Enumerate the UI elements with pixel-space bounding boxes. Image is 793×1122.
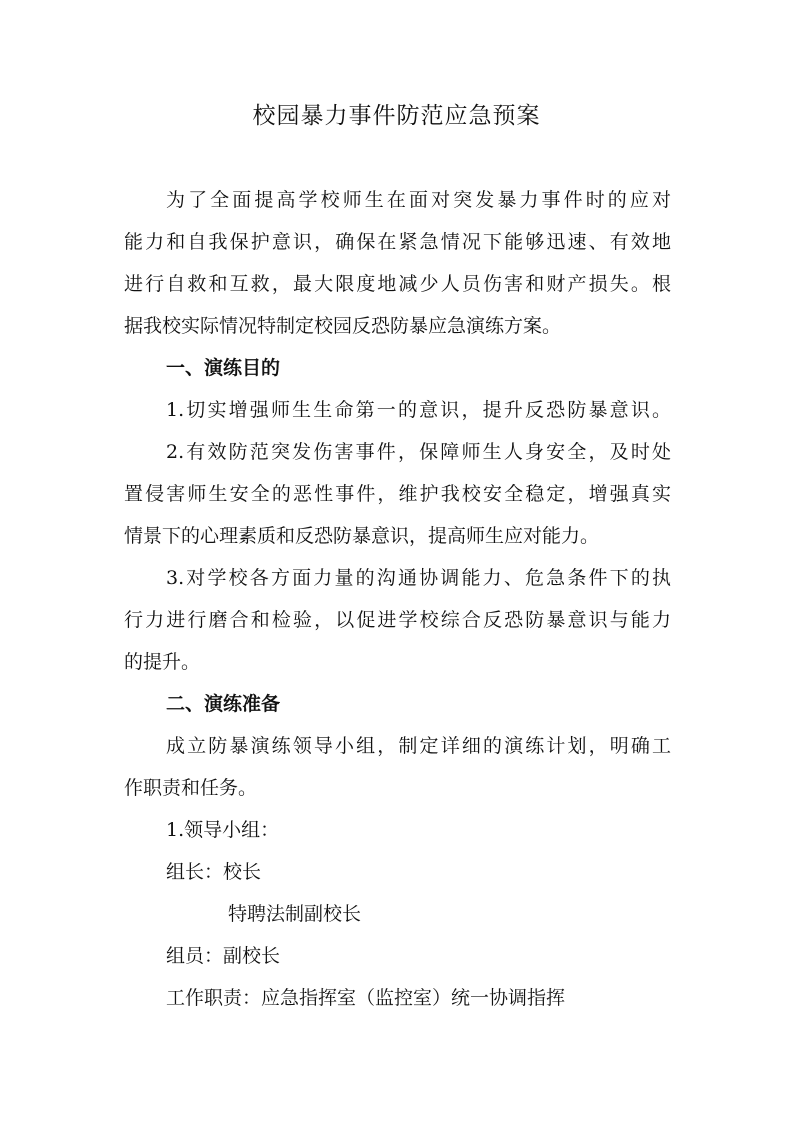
purpose-item-1: 1.切实增强师生生命第一的意识，提升反恐防暴意识。 xyxy=(166,399,671,421)
intro-line-4: 据我校实际情况特制定校园反恐防暴应急演练方案。 xyxy=(124,315,562,337)
duty-line: 工作职责：应急指挥室（监控室）统一协调指挥 xyxy=(166,987,566,1009)
document-title: 校园暴力事件防范应急预案 xyxy=(252,103,541,129)
purpose-item-3-line-2: 行力进行磨合和检验，以促进学校综合反恐防暴意识与能力 xyxy=(124,609,671,631)
purpose-item-3-line-1: 3.对学校各方面力量的沟通协调能力、危急条件下的执 xyxy=(166,567,671,589)
section-heading-preparation: 二、演练准备 xyxy=(166,693,281,715)
intro-line-1: 为了全面提高学校师生在面对突发暴力事件时的应对 xyxy=(166,189,671,211)
leader-group-heading: 1.领导小组： xyxy=(166,819,280,841)
deputy-leader-line: 特聘法制副校长 xyxy=(228,903,362,925)
purpose-item-2-line-1: 2.有效防范突发伤害事件，保障师生人身安全，及时处 xyxy=(166,441,671,463)
preparation-para-line-2: 作职责和任务。 xyxy=(124,777,258,799)
purpose-item-2-line-2: 置侵害师生安全的恶性事件，维护我校安全稳定，增强真实 xyxy=(124,483,671,505)
group-leader-line: 组长：校长 xyxy=(166,861,262,883)
preparation-para-line-1: 成立防暴演练领导小组，制定详细的演练计划，明确工 xyxy=(166,735,671,757)
members-line: 组员：副校长 xyxy=(166,945,281,967)
section-heading-purpose: 一、演练目的 xyxy=(166,357,281,379)
purpose-item-3-line-3: 的提升。 xyxy=(124,651,201,673)
purpose-item-2-line-3: 情景下的心理素质和反恐防暴意识，提高师生应对能力。 xyxy=(124,525,600,547)
intro-line-2: 能力和自我保护意识，确保在紧急情况下能够迅速、有效地 xyxy=(124,231,671,253)
intro-line-3: 进行自救和互救，最大限度地减少人员伤害和财产损失。根 xyxy=(124,273,671,295)
